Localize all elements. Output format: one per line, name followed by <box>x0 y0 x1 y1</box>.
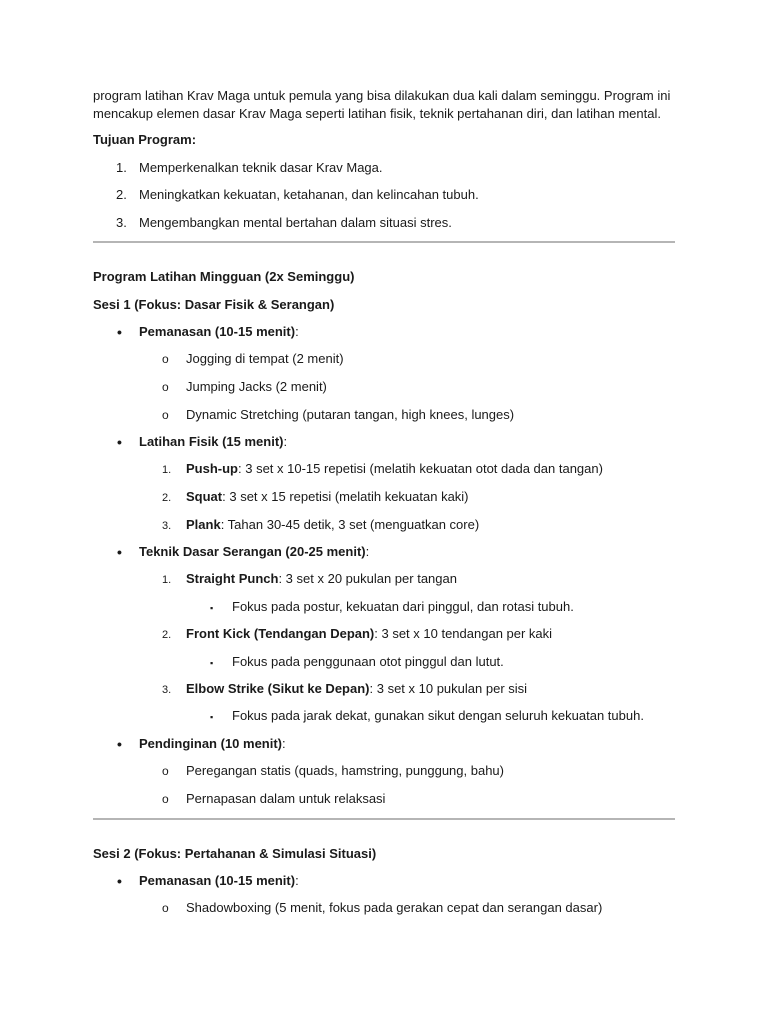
goal-item: Mengembangkan mental bertahan dalam situasi stres. <box>139 215 452 230</box>
technique-detail: : 3 set x 10 pukulan per sisi <box>369 681 528 696</box>
bullet-icon: • <box>117 324 122 340</box>
cooldown-item: Pernapasan dalam untuk relaksasi <box>186 791 386 806</box>
square-bullet-icon: ▪ <box>210 658 214 668</box>
technique-name: Elbow Strike (Sikut ke Depan) <box>186 681 370 696</box>
colon: : <box>365 544 370 559</box>
warmup-title: Pemanasan (10-15 menit) <box>139 873 296 888</box>
cooldown-title-line <box>139 736 286 752</box>
technique-note: Fokus pada penggunaan otot pinggul dan lutut. <box>232 654 504 669</box>
technique-item <box>186 571 457 587</box>
goals-heading: Tujuan Program: <box>93 132 197 147</box>
circle-bullet-icon: o <box>162 352 169 366</box>
warmup-title-line <box>139 873 299 889</box>
warmup-title-line <box>139 324 299 340</box>
bullet-icon: • <box>117 544 122 560</box>
physical-title-line <box>139 434 287 450</box>
weekly-program-heading: Program Latihan Mingguan (2x Seminggu) <box>93 269 355 284</box>
intro-line-2: mencakup elemen dasar Krav Maga seperti latihan fisik, teknik pertahanan diri, dan latihan mental. <box>93 106 661 121</box>
exercise-number: 1. <box>162 464 172 476</box>
exercise-name: Plank <box>186 517 221 532</box>
exercise-detail: : 3 set x 10-15 repetisi (melatih kekuatan otot dada dan tangan) <box>238 461 603 476</box>
exercise-name: Push-up <box>186 461 238 476</box>
exercise-detail: : Tahan 30-45 detik, 3 set (menguatkan core) <box>220 517 480 532</box>
exercise-name: Squat <box>186 489 223 504</box>
exercise-item <box>186 461 603 477</box>
colon: : <box>295 324 299 339</box>
physical-title: Latihan Fisik (15 menit) <box>139 434 284 449</box>
warmup-item: Dynamic Stretching (putaran tangan, high knees, lunges) <box>186 407 515 422</box>
exercise-item <box>186 489 469 505</box>
attack-title: Teknik Dasar Serangan (20-25 menit) <box>139 544 366 559</box>
warmup-item: Shadowboxing (5 menit, fokus pada gerakan cepat dan serangan dasar) <box>186 900 603 915</box>
circle-bullet-icon: o <box>162 380 169 394</box>
warmup-item: Jumping Jacks (2 menit) <box>186 379 327 394</box>
exercise-number: 2. <box>162 492 172 504</box>
exercise-number: 3. <box>162 520 172 532</box>
technique-detail: : 3 set x 20 pukulan per tangan <box>278 571 457 586</box>
exercise-detail: : 3 set x 15 repetisi (melatih kekuatan kaki) <box>222 489 469 504</box>
horizontal-divider <box>93 241 675 243</box>
technique-number: 3. <box>162 684 172 696</box>
colon: : <box>282 736 286 751</box>
bullet-icon: • <box>117 736 122 752</box>
technique-name: Straight Punch <box>186 571 279 586</box>
cooldown-item: Peregangan statis (quads, hamstring, punggung, bahu) <box>186 763 504 778</box>
circle-bullet-icon: o <box>162 792 169 806</box>
circle-bullet-icon: o <box>162 764 169 778</box>
goal-item: Memperkenalkan teknik dasar Krav Maga. <box>139 160 383 175</box>
bullet-icon: • <box>117 434 122 450</box>
colon: : <box>295 873 299 888</box>
goal-number: 1. <box>116 160 127 175</box>
bullet-icon: • <box>117 873 122 889</box>
intro-line-1: program latihan Krav Maga untuk pemula yang bisa dilakukan dua kali dalam seminggu. Program ini <box>93 88 671 103</box>
technique-note: Fokus pada postur, kekuatan dari pinggul, dan rotasi tubuh. <box>232 599 574 614</box>
goal-number: 2. <box>116 187 127 202</box>
exercise-item <box>186 517 479 533</box>
square-bullet-icon: ▪ <box>210 603 214 613</box>
technique-item <box>186 626 552 642</box>
circle-bullet-icon: o <box>162 408 169 422</box>
goal-item: Meningkatkan kekuatan, ketahanan, dan kelincahan tubuh. <box>139 187 479 202</box>
warmup-item: Jogging di tempat (2 menit) <box>186 351 344 366</box>
session-1-heading: Sesi 1 (Fokus: Dasar Fisik & Serangan) <box>93 297 335 312</box>
circle-bullet-icon: o <box>162 901 169 915</box>
colon: : <box>283 434 288 449</box>
square-bullet-icon: ▪ <box>210 712 214 722</box>
technique-number: 1. <box>162 574 172 586</box>
technique-name: Front Kick (Tendangan Depan) <box>186 626 375 641</box>
technique-note: Fokus pada jarak dekat, gunakan sikut dengan seluruh kekuatan tubuh. <box>232 708 644 723</box>
cooldown-title: Pendinginan (10 menit) <box>139 736 283 751</box>
warmup-title: Pemanasan (10-15 menit) <box>139 324 296 339</box>
horizontal-divider <box>93 818 675 820</box>
technique-item <box>186 681 527 697</box>
attack-title-line <box>139 544 369 560</box>
technique-number: 2. <box>162 629 172 641</box>
session-2-heading: Sesi 2 (Fokus: Pertahanan & Simulasi Situasi) <box>93 846 377 861</box>
technique-detail: : 3 set x 10 tendangan per kaki <box>374 626 553 641</box>
goal-number: 3. <box>116 215 127 230</box>
